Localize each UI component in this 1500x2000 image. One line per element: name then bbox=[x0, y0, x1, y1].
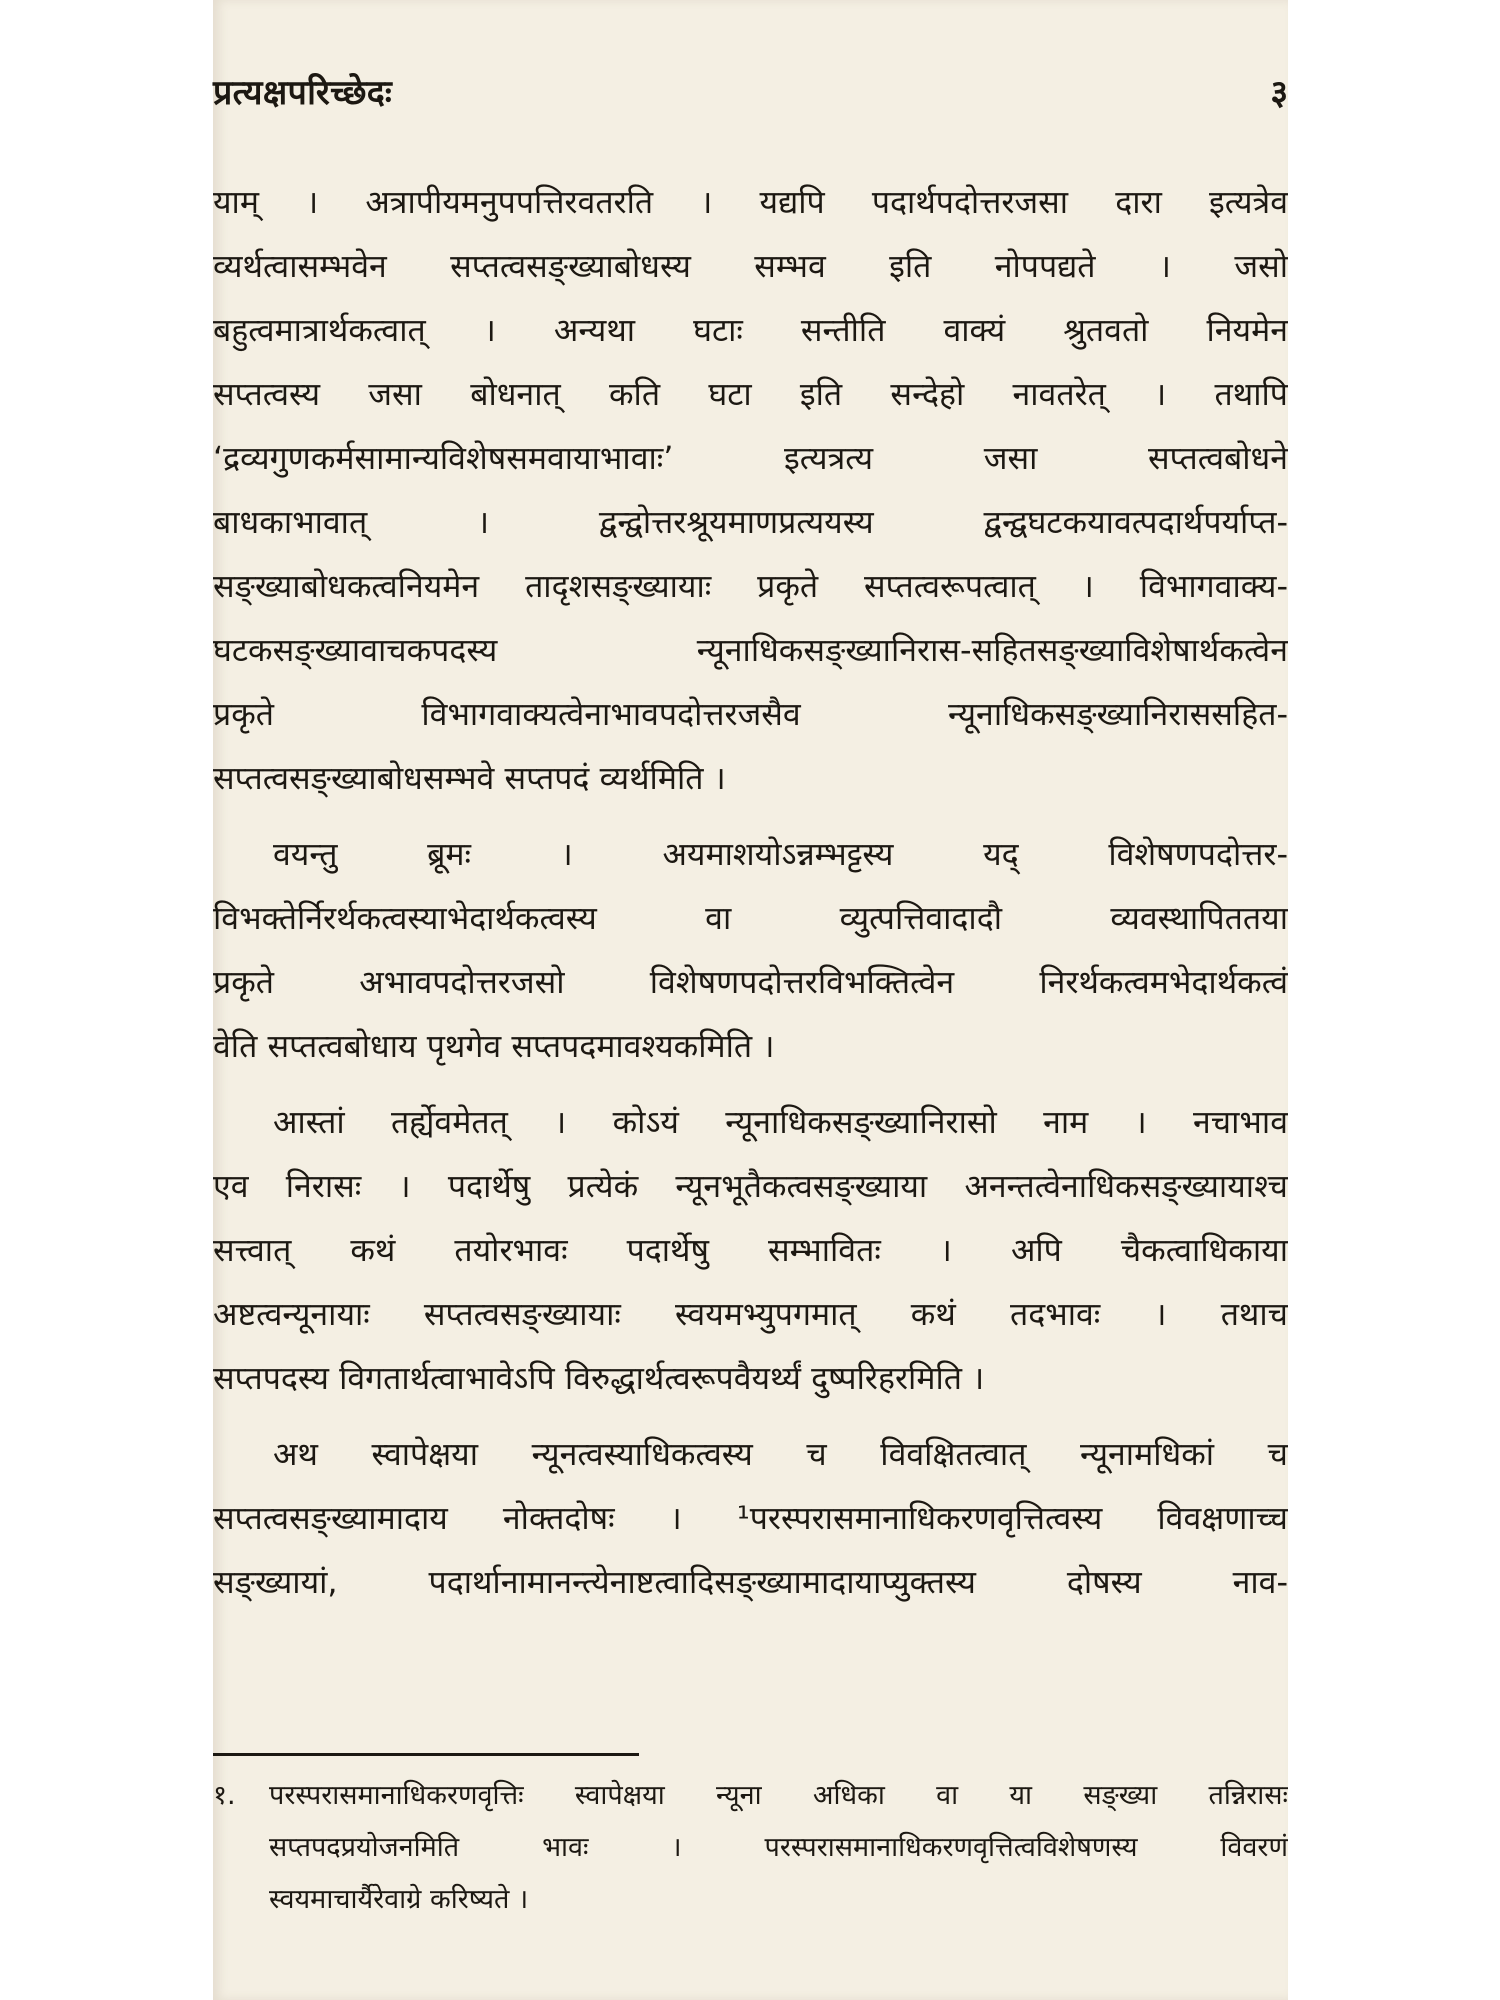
page-header bbox=[213, 68, 1288, 118]
text-line: प्रकृते अभावपदोत्तरजसो विशेषणपदोत्तरविभक्तित्वेन निरर्थकत्वमभेदार्थकत्वं bbox=[213, 963, 1288, 1001]
footnote-text: परस्परासमानाधिकरणवृत्तिः स्वापेक्षया न्यूना अधिका वा या सङ्ख्या तन्निरासः bbox=[269, 1780, 1288, 1811]
footnote-line: स्वयमाचार्यैरेवाग्रे करिष्यते । bbox=[269, 1884, 529, 1915]
text-line: सप्तपदस्य विगतार्थत्वाभावेऽपि विरुद्धार्थत्वरूपवैयर्थ्यं दुष्परिहरमिति । bbox=[213, 1359, 985, 1397]
running-head: प्रत्यक्षपरिच्छेदः bbox=[213, 73, 392, 113]
book-page bbox=[213, 0, 1288, 2000]
text-line: ‘द्रव्यगुणकर्मसामान्यविशेषसमवायाभावाः’ इत्यत्रत्य जसा सप्तत्वबोधने bbox=[213, 439, 1288, 477]
text-line: बाधकाभावात् । द्वन्द्वोत्तरश्रूयमाणप्रत्ययस्य द्वन्द्वघटकयावत्पदार्थपर्याप्त- bbox=[213, 503, 1288, 541]
text-line: सप्तत्वस्य जसा बोधनात् कति घटा इति सन्देहो नावतरेत् । तथापि bbox=[213, 375, 1288, 413]
text-line: सङ्ख्याबोधकत्वनियमेन तादृशसङ्ख्यायाः प्रकृते सप्तत्वरूपत्वात् । विभागवाक्य- bbox=[213, 567, 1288, 605]
paragraph-gap bbox=[213, 1078, 1288, 1090]
text-line: आस्तां तर्ह्येवमेतत् । कोऽयं न्यूनाधिकसङ्ख्यानिरासो नाम । नचाभाव bbox=[273, 1103, 1288, 1141]
text-line: एव निरासः । पदार्थेषु प्रत्येकं न्यूनभूतैकत्वसङ्ख्याया अनन्तत्वेनाधिकसङ्ख्यायाश्च bbox=[213, 1167, 1288, 1205]
text-line: सप्तत्वसङ्ख्याबोधसम्भवे सप्तपदं व्यर्थमिति । bbox=[213, 759, 726, 797]
text-line: सप्तत्वसङ्ख्यामादाय नोक्तदोषः । ¹परस्परासमानाधिकरणवृत्तित्वस्य विवक्षणाच्च bbox=[213, 1499, 1288, 1537]
paragraph-gap bbox=[213, 1410, 1288, 1422]
text-line: याम् । अत्रापीयमनुपपत्तिरवतरति । यद्यपि पदार्थपदोत्तरजसा दारा इत्यत्रेव bbox=[213, 183, 1288, 221]
text-line: अष्टत्वन्यूनायाः सप्तत्वसङ्ख्यायाः स्वयमभ्युपगमात् कथं तदभावः । तथाच bbox=[213, 1295, 1288, 1333]
text-line: अथ स्वापेक्षया न्यूनत्वस्याधिकत्वस्य च विवक्षितत्वात् न्यूनामधिकां च bbox=[273, 1435, 1288, 1473]
text-line: सङ्ख्यायां, पदार्थानामानन्त्येनाष्टत्वादिसङ्ख्यामादायाप्युक्तस्य दोषस्य नाव- bbox=[213, 1563, 1288, 1601]
page-number: ३ bbox=[1270, 73, 1288, 113]
text-line: वेति सप्तत्वबोधाय पृथगेव सप्तपदमावश्यकमिति । bbox=[213, 1027, 775, 1065]
text-line: व्यर्थत्वासम्भवेन सप्तत्वसङ्ख्याबोधस्य सम्भव इति नोपपद्यते । जसो bbox=[213, 247, 1288, 285]
text-line: वयन्तु ब्रूमः । अयमाशयोऽन्नम्भट्टस्य यद् विशेषणपदोत्तर- bbox=[273, 835, 1288, 873]
footnote-rule bbox=[213, 1753, 639, 1756]
footnote-number: १. bbox=[213, 1780, 236, 1811]
footnote bbox=[213, 1770, 1288, 1926]
text-line: बहुत्वमात्रार्थकत्वात् । अन्यथा घटाः सन्तीति वाक्यं श्रुतवतो नियमेन bbox=[213, 311, 1288, 349]
main-text bbox=[213, 170, 1288, 1614]
footnote-line: सप्तपदप्रयोजनमिति भावः । परस्परासमानाधिकरणवृत्तित्वविशेषणस्य विवरणं bbox=[269, 1832, 1288, 1863]
text-line: प्रकृते विभागवाक्यत्वेनाभावपदोत्तरजसैव न्यूनाधिकसङ्ख्यानिराससहित- bbox=[213, 695, 1288, 733]
text-line: विभक्तेर्निरर्थकत्वस्याभेदार्थकत्वस्य वा व्युत्पत्तिवादादौ व्यवस्थापिततया bbox=[213, 899, 1288, 937]
paragraph-gap bbox=[213, 810, 1288, 822]
text-line: घटकसङ्ख्यावाचकपदस्य न्यूनाधिकसङ्ख्यानिरास-सहितसङ्ख्याविशेषार्थकत्वेन bbox=[213, 631, 1288, 669]
footnote-line bbox=[213, 1770, 1288, 1822]
text-line: सत्त्वात् कथं तयोरभावः पदार्थेषु सम्भावितः । अपि चैकत्वाधिकाया bbox=[213, 1231, 1288, 1269]
